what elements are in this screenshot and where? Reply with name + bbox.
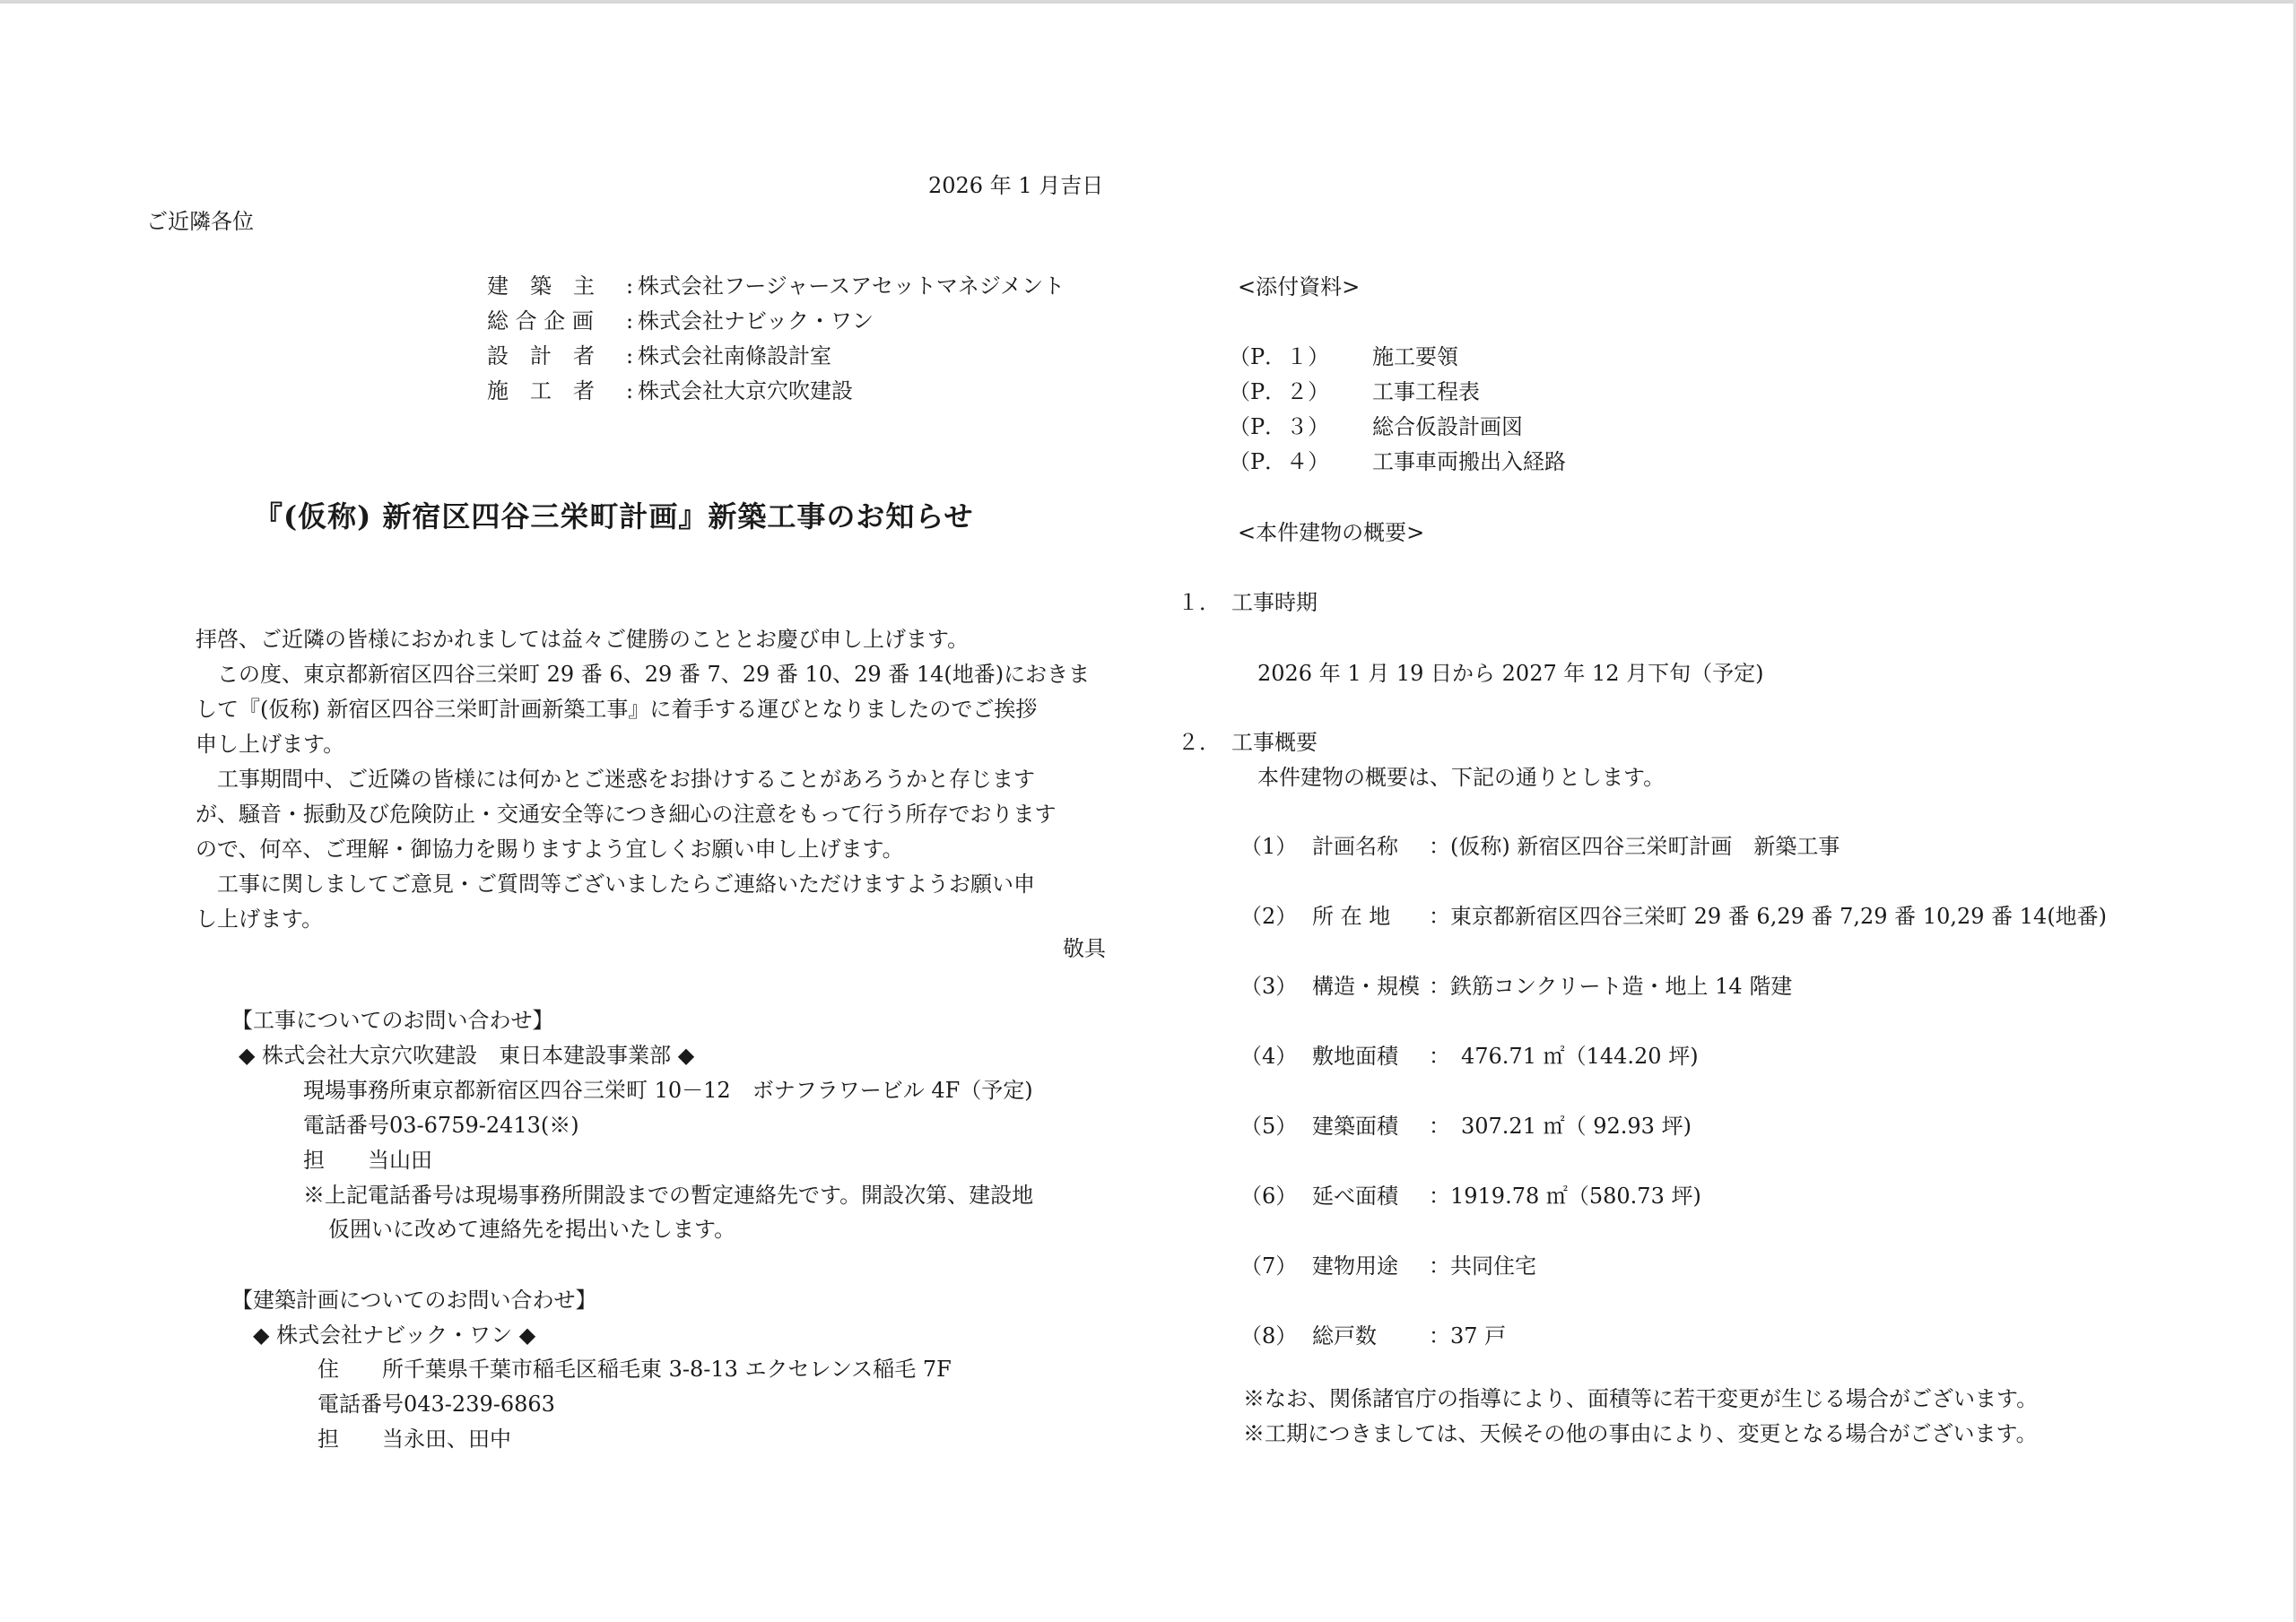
spec-row: [1240, 1184, 2107, 1253]
contact-row: [303, 1078, 1033, 1104]
plan-company: ◆ 株式会社ナビック・ワン ◆: [253, 1323, 536, 1348]
attachment-label: 工事車両搬出入経路: [1372, 449, 1566, 474]
party-value: 株式会社ナビック・ワン: [638, 308, 874, 334]
spec-value: ： 307.21 ㎡（ 92.93 坪): [1429, 1114, 1692, 1139]
body-line: この度、東京都新宿区四谷三栄町 29 番 6、29 番 7、29 番 10、29 番 14(地番)におきま: [196, 662, 1091, 687]
party-row: [487, 273, 1065, 308]
spec-value: ： 476.71 ㎡（144.20 坪): [1429, 1044, 1699, 1069]
area-change-note: ※なお、関係諸官庁の指導により、面積等に若干変更が生じる場合がございます。: [1243, 1386, 2039, 1411]
contact-row: [303, 1148, 432, 1174]
party-colon: :: [625, 273, 634, 299]
spec-value: ：1919.78 ㎡（580.73 坪): [1429, 1184, 1701, 1209]
party-value: 株式会社南條設計室: [638, 343, 831, 369]
spec-list: [1240, 834, 2107, 1393]
contact-row: [303, 1113, 579, 1139]
overview-heading: <本件建物の概要>: [1238, 520, 1425, 545]
construction-company: ◆ 株式会社大京穴吹建設 東日本建設事業部 ◆: [239, 1043, 695, 1068]
body-line: して『(仮称) 新宿区四谷三栄町計画新築工事』に着手する運びとなりましたのでご挨拶: [196, 697, 1038, 722]
spec-row: [1240, 904, 2107, 974]
spec-value: ：(仮称) 新宿区四谷三栄町計画 新築工事: [1429, 834, 1840, 859]
contact-value: 東京都新宿区四谷三栄町 10－12 ボナフラワービル 4F（予定): [411, 1078, 1033, 1103]
contact-key: 住 所: [317, 1357, 404, 1382]
party-label: 建 築 主: [487, 273, 595, 299]
summary-heading: ２． 工事概要: [1178, 730, 1318, 755]
contact-key: 電話番号: [317, 1392, 404, 1417]
body-line: ので、何卒、ご理解・御協力を賜りますよう宜しくお願い申し上げます。: [196, 837, 904, 862]
spec-key: 所 在 地: [1312, 904, 1391, 929]
parties-block: [487, 273, 1065, 413]
phone-note-line: ※上記電話番号は現場事務所開設までの暫定連絡先です。開設次第、建設地: [303, 1183, 1034, 1208]
spec-row: [1240, 834, 2107, 904]
party-label: 施 工 者: [487, 378, 595, 403]
contact-key: 担 当: [317, 1427, 404, 1452]
schedule-change-note: ※工期につきましては、天候その他の事由により、変更となる場合がございます。: [1243, 1421, 2038, 1446]
attachment-code: （P．１）: [1229, 344, 1330, 369]
contact-value: 03-6759-2413(※): [389, 1113, 579, 1138]
attachment-label: 施工要領: [1372, 344, 1458, 369]
spec-number: （5）: [1240, 1114, 1298, 1139]
contact-value: 千葉県千葉市稲毛区稲毛東 3-8-13 エクセレンス稲毛 7F: [404, 1357, 952, 1382]
spec-row: [1240, 1044, 2107, 1114]
contact-value: 043-239-6863: [404, 1392, 555, 1417]
phone-note-line: 仮囲いに改めて連絡先を掲出いたします。: [328, 1217, 736, 1242]
spec-row: [1240, 1114, 2107, 1184]
party-value: 株式会社フージャースアセットマネジメント: [638, 273, 1065, 299]
contact-key: 担 当: [303, 1148, 389, 1173]
period-heading: １． 工事時期: [1178, 590, 1318, 615]
attachments-heading: <添付資料>: [1238, 274, 1361, 299]
construction-period: 2026 年 1 月 19 日から 2027 年 12 月下旬（予定): [1257, 661, 1764, 686]
attachment-code: （P．４）: [1229, 449, 1330, 474]
body-line: 申し上げます。: [196, 732, 345, 757]
attachment-label: 総合仮設計画図: [1372, 414, 1523, 439]
attachment-item: [1229, 449, 1566, 484]
party-row: [487, 343, 1065, 378]
addressee: ご近隣各位: [146, 209, 254, 234]
party-label: 設 計 者: [487, 343, 595, 369]
body-line: し上げます。: [196, 906, 324, 932]
body-line: 拝啓、ご近隣の皆様におかれましては益々ご健勝のこととお慶び申し上げます。: [196, 627, 970, 652]
spec-row: [1240, 974, 2107, 1044]
contact-row: [317, 1357, 952, 1383]
spec-key: 構造・規模: [1312, 974, 1420, 999]
issue-date: 2026 年 1 月吉日: [928, 173, 1104, 198]
spec-number: （4）: [1240, 1044, 1298, 1069]
party-colon: :: [625, 378, 634, 403]
contact-key: 電話番号: [303, 1113, 389, 1138]
attachment-code: （P．３）: [1229, 414, 1330, 439]
spec-number: （8）: [1240, 1323, 1298, 1349]
closing-keigu: 敬具: [1063, 936, 1106, 961]
party-colon: :: [625, 308, 634, 334]
greeting-body: [196, 622, 1090, 937]
spec-number: （3）: [1240, 974, 1298, 999]
attachment-item: [1229, 414, 1566, 449]
attachments-list: [1229, 344, 1566, 484]
spec-number: （2）: [1240, 904, 1298, 929]
attachment-item: [1229, 379, 1566, 414]
contact-row: [317, 1392, 555, 1418]
spec-key: 計画名称: [1312, 834, 1398, 859]
spec-value: ：共同住宅: [1429, 1253, 1536, 1279]
body-line: 工事期間中、ご近隣の皆様には何かとご迷惑をお掛けすることがあろうかと存じます: [196, 767, 1035, 792]
spec-value: ：鉄筋コンクリート造・地上 14 階建: [1429, 974, 1793, 999]
spec-number: （1）: [1240, 834, 1298, 859]
party-label: 総 合 企 画: [487, 308, 594, 334]
attachment-code: （P．２）: [1229, 379, 1330, 404]
summary-intro: 本件建物の概要は、下記の通りとします。: [1257, 765, 1665, 790]
contact-row: [317, 1427, 511, 1453]
spec-key: 延べ面積: [1312, 1184, 1398, 1209]
scan-top-edge: [0, 0, 2296, 4]
party-colon: :: [625, 343, 634, 369]
party-row: [487, 308, 1065, 343]
spec-key: 建築面積: [1312, 1114, 1398, 1139]
spec-row: [1240, 1253, 2107, 1323]
spec-value: ：東京都新宿区四谷三栄町 29 番 6,29 番 7,29 番 10,29 番 14(地番): [1429, 904, 2108, 929]
spec-key: 総戸数: [1312, 1323, 1377, 1349]
plan-contact-heading: 【建築計画についてのお問い合わせ】: [231, 1288, 597, 1313]
document-title: 『(仮称) 新宿区四谷三栄町計画』新築工事のお知らせ: [254, 499, 974, 533]
spec-row: [1240, 1323, 2107, 1393]
spec-key: 建物用途: [1312, 1253, 1398, 1279]
party-value: 株式会社大京穴吹建設: [638, 378, 853, 403]
spec-number: （6）: [1240, 1184, 1298, 1209]
spec-number: （7）: [1240, 1253, 1298, 1279]
party-row: [487, 378, 1065, 413]
body-line: 工事に関しましてご意見・ご質問等ございましたらご連絡いただけますようお願い申: [196, 872, 1035, 897]
construction-contact-heading: 【工事についてのお問い合わせ】: [231, 1008, 554, 1033]
attachment-label: 工事工程表: [1372, 379, 1480, 404]
spec-value: ：37 戸: [1429, 1323, 1507, 1349]
contact-value: 永田、田中: [404, 1427, 511, 1452]
spec-key: 敷地面積: [1312, 1044, 1398, 1069]
attachment-item: [1229, 344, 1566, 379]
contact-value: 山田: [389, 1148, 432, 1173]
body-line: が、騒音・振動及び危険防止・交通安全等につき細心の注意をもって行う所存でおります: [196, 802, 1057, 827]
contact-key: 現場事務所: [303, 1078, 411, 1103]
